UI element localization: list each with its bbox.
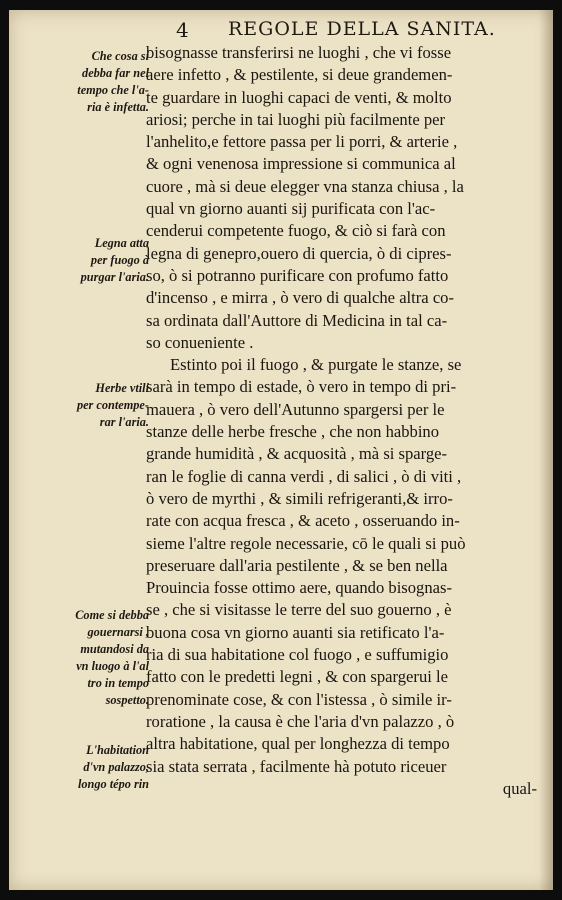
note-line: tempo che l'a- xyxy=(77,83,149,97)
text-line: cuore , mà si deue elegger vna stanza chiusa , la xyxy=(146,176,464,196)
text-line: mauera , ò vero dell'Autunno spargersi per le xyxy=(146,399,445,419)
text-line: legna di genepro,ouero di quercia, ò di cipres- xyxy=(146,243,452,263)
margin-note-palace xyxy=(43,742,149,793)
text-line: qual vn giorno auanti sij purificata con l'ac- xyxy=(146,199,436,219)
text-line: se , che si visitasse le terre del suo gouerno , è xyxy=(146,600,452,620)
text-line: ran le foglie di canna verdi , di salici , ò di viti , xyxy=(146,466,462,486)
note-line: per contempe- xyxy=(76,398,149,412)
text-line: ariosi; perche in tai luoghi più facilmente per xyxy=(146,109,446,129)
text-line: so, ò si potranno purificare con profumo fatto xyxy=(146,265,449,285)
margin-note-herbs xyxy=(43,380,149,431)
text-line: aere infetto , & pestilente, si deue grandemen- xyxy=(146,65,453,85)
note-line: vn luogo à l'al xyxy=(76,659,149,673)
note-line: debba far nel xyxy=(82,66,149,80)
text-line: prenominate cose, & con l'istessa , ò simile ir- xyxy=(146,689,452,709)
text-line: cenderui competente fuogo, & ciò si farà con xyxy=(146,221,446,241)
text-line: buona cosa vn giorno auanti sia retificato l'a- xyxy=(146,622,445,642)
text-line: ria di sua habitatione col fuogo , e suffumigio xyxy=(146,645,449,665)
note-line: longo tépo rin xyxy=(77,777,149,791)
note-line: L'habitation xyxy=(86,743,149,757)
margin-note-infected-air xyxy=(43,48,149,116)
text-line: sa ordinata dall'Auttore di Medicina in tal ca- xyxy=(146,310,448,330)
note-line: gouernarsi , xyxy=(87,625,149,639)
text-line: sia stata serrata , facilmente hà potuto riceuer xyxy=(146,756,447,776)
margin-note-governing xyxy=(43,607,149,709)
text-line: sieme l'altre regole necessarie, cō le quali si può xyxy=(146,533,466,553)
note-line: rar l'aria. xyxy=(99,415,149,429)
note-line: Legna atta xyxy=(94,236,149,250)
text-line: Estinto poi il fuogo , & purgate le stanze, se xyxy=(170,355,462,375)
marginalia xyxy=(9,10,149,890)
text-line: l'anhelito,e fettore passa per li porri, & arterie , xyxy=(146,132,458,152)
text-line: preseruare dall'aria pestilente , & se ben nella xyxy=(146,555,448,575)
note-line: purgar l'aria. xyxy=(80,270,149,284)
text-line: altra habitatione, qual per longhezza di tempo xyxy=(146,734,450,754)
page-number: 4 xyxy=(176,18,189,42)
text-line: & ogni venenosa impressione si communica al xyxy=(146,154,456,174)
note-line: mutandosi da xyxy=(80,642,149,656)
running-head: REGOLE DELLA SANITA. xyxy=(228,18,496,40)
text-line: so conueniente . xyxy=(146,332,254,352)
note-line: Che cosa si xyxy=(91,49,149,63)
note-line: Herbe vtili xyxy=(95,381,149,395)
note-line: d'vn palazzo, xyxy=(83,760,149,774)
catchword: qual- xyxy=(502,778,537,798)
margin-note-firewood xyxy=(43,235,149,286)
note-line: per fuogo à xyxy=(90,253,149,267)
text-line: bisognasse transferirsi ne luoghi , che vi fosse xyxy=(146,43,452,62)
note-line: ria è infetta. xyxy=(87,100,149,114)
text-line: ò vero de myrthi , & simili refrigeranti,& irro- xyxy=(146,488,453,508)
text-line: fatto con le predetti legni , & con spargerui le xyxy=(146,667,448,687)
body-text xyxy=(146,42,539,882)
text-line: roratione , la causa è che l'aria d'vn palazzo , ò xyxy=(146,711,455,731)
text-line: Prouincia fosse ottimo aere, quando bisognas- xyxy=(146,578,452,598)
note-line: tro in tempo xyxy=(87,676,149,690)
text-line: te guardare in luoghi capaci de venti, & molto xyxy=(146,87,452,107)
text-line: sarà in tempo di estade, ò vero in tempo di pri- xyxy=(146,377,457,397)
note-line: sospetto. xyxy=(105,693,149,707)
text-line: grande humidità , & acquosità , mà si sparge- xyxy=(146,444,448,464)
text-line: stanze delle herbe fresche , che non habbino xyxy=(146,422,440,442)
text-line: rate con acqua fresca , & aceto , osseruando in- xyxy=(146,511,460,531)
page-fold-shadow xyxy=(539,10,553,890)
text-line: d'incenso , e mirra , ò vero di qualche altra co- xyxy=(146,288,455,308)
note-line: Come si debba xyxy=(75,608,149,622)
book-page xyxy=(9,10,553,890)
